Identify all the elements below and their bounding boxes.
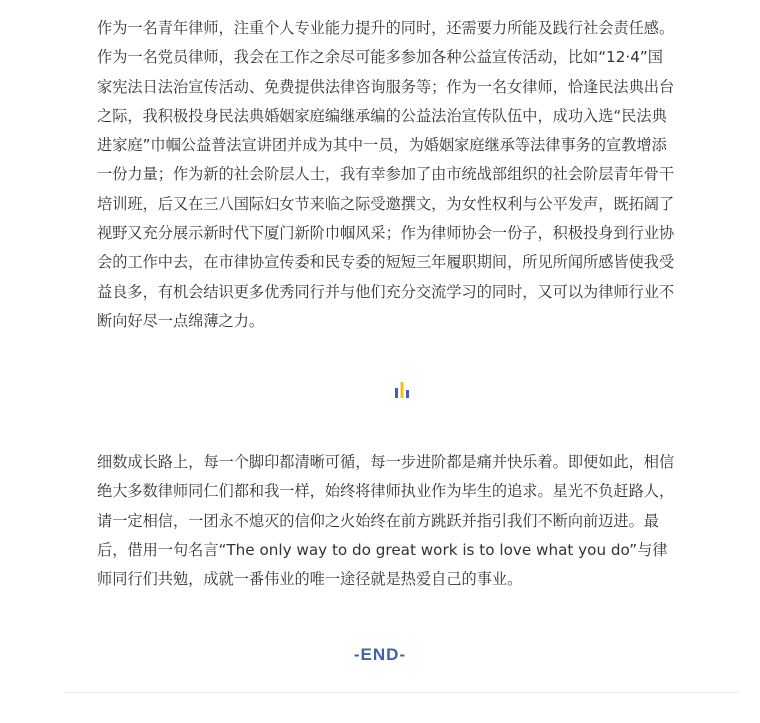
bottom-divider <box>64 692 740 693</box>
end-mark: -END- <box>353 645 407 664</box>
article-paragraph-1 <box>97 14 717 336</box>
text-line: 之际，我积极投身民法典婚姻家庭编继承编的公益法治宣传队伍中，成功入选“民法典 <box>97 106 667 125</box>
text-line: 进家庭”巾帼公益普法宣讲团并成为其中一员，为婚姻家庭继承等法律事务的宣教增添 <box>97 136 667 155</box>
text-line: 断向好尽一点绵薄之力。 <box>97 311 265 330</box>
bar-chart-icon-bar-middle <box>401 382 404 398</box>
text-line: 会的工作中去，在市律协宣传委和民专委的短短三年履职期间，所见所闻所感皆使我受 <box>97 253 675 272</box>
text-line: 作为一名党员律师，我会在工作之余尽可能多参加各种公益宣传活动，比如“12·4”国 <box>97 48 663 67</box>
bar-chart-icon-bar-right <box>406 390 409 398</box>
bar-chart-icon <box>393 381 411 399</box>
text-line: 后，借用一句名言“The only way to do great work is to love what you do”与律 <box>97 540 668 559</box>
text-line: 家宪法日法治宣传活动、免费提供法律咨询服务等；作为一名女律师，恰逢民法典出台 <box>97 77 675 96</box>
text-line: 培训班，后又在三八国际妇女节来临之际受邀撰文，为女性权利与公平发声，既拓阔了 <box>97 194 675 213</box>
article-paragraph-2 <box>97 448 717 594</box>
text-line: 作为一名青年律师，注重个人专业能力提升的同时，还需要力所能及践行社会责任感。 <box>97 19 675 37</box>
text-line: 请一定相信，一团永不熄灭的信仰之火始终在前方跳跃并指引我们不断向前迈进。最 <box>97 511 659 530</box>
text-line: 细数成长路上，每一个脚印都清晰可循，每一步进阶都是痛并快乐着。即便如此，相信 <box>97 453 675 471</box>
text-line: 益良多，有机会结识更多优秀同行并与他们充分交流学习的同时，又可以为律师行业不 <box>97 282 675 301</box>
bar-chart-icon-bar-left <box>395 388 398 398</box>
text-line: 师同行们共勉，成就一番伟业的唯一途径就是热爱自己的事业。 <box>97 570 523 589</box>
text-line: 一份力量；作为新的社会阶层人士，我有幸参加了由市统战部组织的社会阶层青年骨干 <box>97 165 675 184</box>
text-line: 绝大多数律师同仁们都和我一样，始终将律师执业作为毕生的追求。星光不负赶路人， <box>97 482 675 501</box>
text-line: 视野又充分展示新时代下厦门新阶巾帼风采；作为律师协会一份子，积极投身到行业协 <box>97 224 675 243</box>
